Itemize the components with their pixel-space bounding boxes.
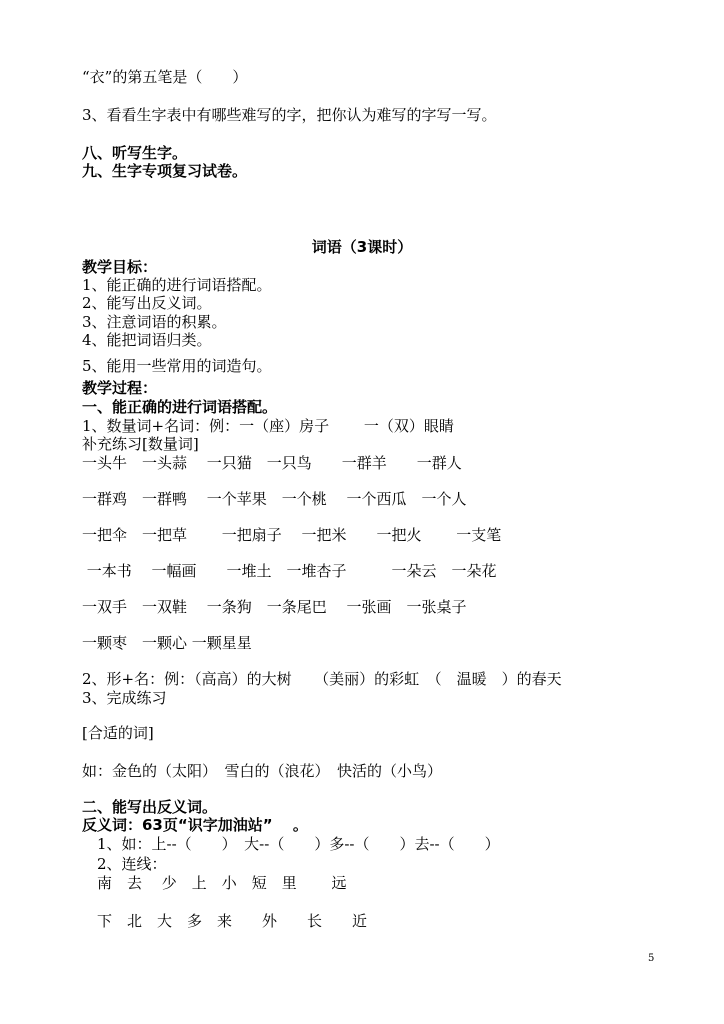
text-line: 一本书 一幅画 一堆土 一堆杏子 一朵云 一朵花 (82, 562, 497, 580)
text-line: 3、完成练习 (82, 689, 167, 707)
text-line: 2、连线： (82, 855, 167, 873)
page-number: 5 (648, 953, 655, 964)
text-line: 如：金色的（太阳） 雪白的（浪花） 快活的（小鸟） (82, 762, 443, 780)
section-heading: 教学目标： (82, 258, 158, 276)
text-line: 1、能正确的进行词语搭配。 (82, 276, 272, 294)
text-line: 2、能写出反义词。 (82, 294, 212, 312)
section-heading: 二、能写出反义词。 (82, 798, 218, 816)
section-heading: 九、生字专项复习试卷。 (82, 162, 248, 180)
text-line: “衣”的第五笔是（ ） (82, 68, 248, 86)
section-heading: 反义词：63页“识字加油站” 。 (82, 816, 308, 834)
text-line: 4、能把词语归类。 (82, 331, 212, 349)
text-line: 3、看看生字表中有哪些难写的字，把你认为难写的字写一写。 (82, 106, 497, 124)
text-line: 下 北 大 多 来 外 长 近 (82, 912, 368, 930)
text-line: 5、能用一些常用的词造句。 (82, 357, 272, 375)
section-heading: 八、听写生字。 (82, 144, 188, 162)
text-line: 一群鸡 一群鸭 一个苹果 一个桃 一个西瓜 一个人 (82, 490, 467, 508)
text-line: 3、注意词语的积累。 (82, 313, 227, 331)
text-line: 2、形+名：例：（高高）的大树 （美丽）的彩虹 （ 温暖 ）的春天 (82, 670, 562, 688)
text-line: 一颗枣 一颗心 一颗星星 (82, 634, 252, 652)
text-line: 1、数量词+名词：例：一（座）房子 一（双）眼睛 (82, 417, 454, 435)
lesson-title: 词语（3课时） (311, 238, 413, 256)
text-line: 南 去 少 上 小 短 里 远 (82, 874, 347, 892)
section-heading: 一、能正确的进行词语搭配。 (82, 398, 278, 416)
section-heading: 教学过程： (82, 379, 158, 397)
text-line: 一双手 一双鞋 一条狗 一条尾巴 一张画 一张桌子 (82, 598, 467, 616)
text-line: 补充练习[数量词] (82, 435, 199, 453)
text-line: [合适的词] (82, 724, 154, 742)
text-line: 1、如：上--（ ） 大--（ ）多--（ ）去--（ ） (82, 835, 500, 853)
text-line: 一把伞 一把草 一把扇子 一把米 一把火 一支笔 (82, 526, 502, 544)
text-line: 一头牛 一头蒜 一只猫 一只鸟 一群羊 一群人 (82, 454, 462, 472)
